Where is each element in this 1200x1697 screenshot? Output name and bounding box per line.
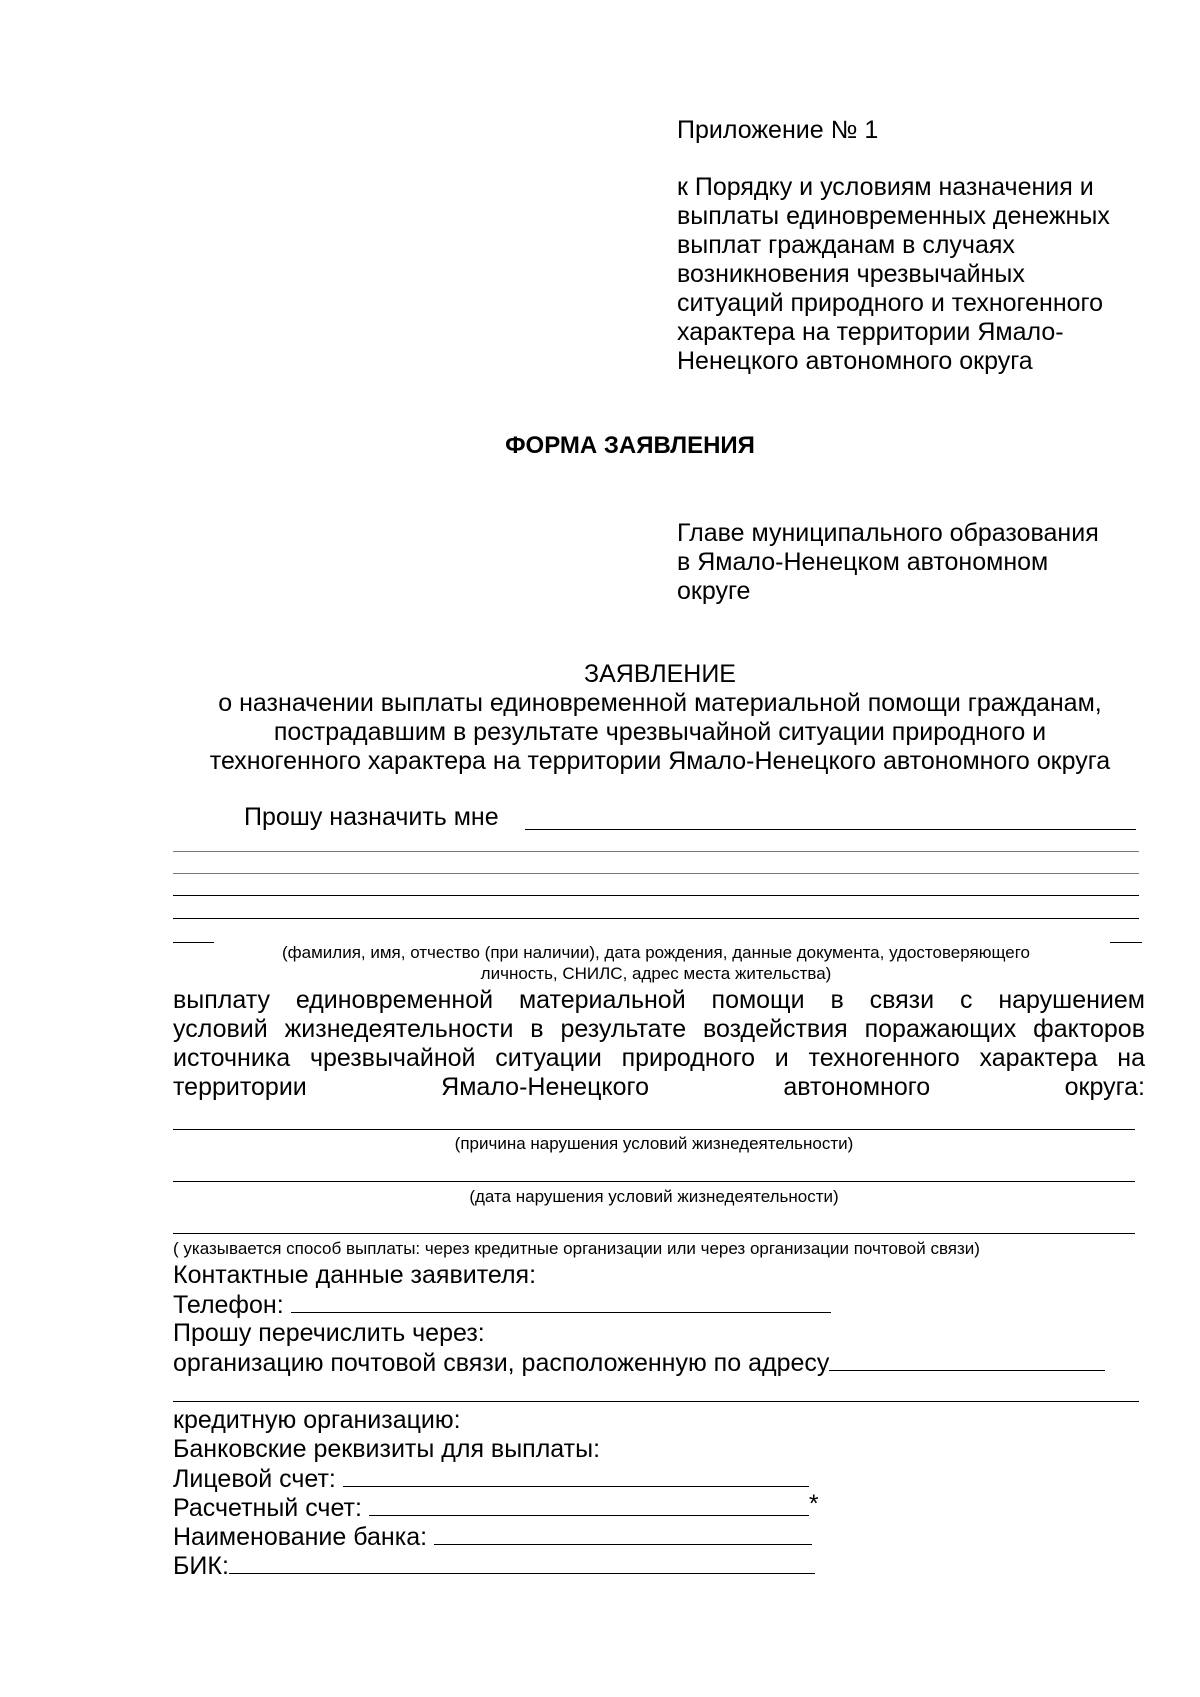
bik-label: БИК:	[173, 1552, 229, 1580]
addressee	[677, 519, 1177, 606]
personal-account-row	[173, 1464, 809, 1494]
personal-account-label: Лицевой счет:	[173, 1465, 336, 1493]
statement-subtitle-line: о назначении выплаты единовременной материальной помощи гражданам,	[218, 689, 1102, 717]
form-title: ФОРМА ЗАЯВЛЕНИЯ	[505, 432, 755, 459]
bik-field[interactable]	[229, 1551, 815, 1574]
body-line: источника чрезвычайной ситуации природного и техногенного характера на	[173, 1044, 1145, 1072]
bik-row	[173, 1551, 815, 1581]
addressee-line: Главе муниципального образования	[677, 519, 1099, 547]
appendix-title: Приложение № 1	[677, 116, 879, 144]
body-paragraph	[173, 986, 1145, 1102]
addressee-line: в Ямало-Ненецком автономном	[677, 548, 1049, 576]
addressee-line: округе	[677, 577, 751, 605]
credit-label: кредитную организацию:	[173, 1406, 461, 1434]
payment-method-field-line[interactable]	[173, 1233, 1135, 1234]
appendix-line: характера на территории Ямало-	[677, 318, 1064, 346]
appendix-line: выплат гражданам в случаях	[677, 231, 1015, 259]
body-line: выплату единовременной материальной помощи в связи с нарушением	[173, 986, 1145, 1014]
settlement-account-row	[173, 1490, 819, 1523]
appendix-line: Ненецкого автономного округа	[677, 347, 1033, 375]
reason-hint: (причина нарушения условий жизнедеятельности)	[454, 1134, 854, 1153]
statement-subtitle	[160, 689, 1160, 776]
bank-details-label: Банковские реквизиты для выплаты:	[173, 1435, 601, 1463]
asterisk-mark: *	[808, 1490, 819, 1518]
postal-row	[173, 1348, 1105, 1378]
appendix-text	[677, 173, 1177, 376]
appendix-line: возникновения чрезвычайных	[677, 260, 1025, 288]
bank-name-row	[173, 1522, 812, 1552]
postal-address-field-line[interactable]	[173, 1401, 1139, 1402]
appendix-line: выплаты единовременных денежных	[677, 202, 1110, 230]
phone-field[interactable]	[291, 1290, 831, 1313]
bank-name-field[interactable]	[434, 1522, 812, 1545]
settlement-account-field[interactable]	[369, 1493, 809, 1516]
postal-address-field[interactable]	[829, 1348, 1105, 1371]
appendix-line: к Порядку и условиям назначения и	[677, 173, 1094, 201]
request-hint-line: личность, СНИЛС, адрес места жительства)	[480, 964, 832, 983]
body-line: условий жизнедеятельности в результате воздействия поражающих факторов	[173, 1015, 1145, 1043]
request-hint-line: (фамилия, имя, отчество (при наличии), дата рождения, данные документа, удостоверяющего	[282, 943, 1030, 962]
contacts-heading: Контактные данные заявителя:	[173, 1261, 537, 1289]
request-label: Прошу назначить мне	[244, 803, 499, 831]
bank-name-label: Наименование банка:	[173, 1523, 428, 1551]
transfer-label: Прошу перечислить через:	[173, 1319, 485, 1347]
request-field-line[interactable]	[525, 829, 1136, 830]
statement-subtitle-line: пострадавшим в результате чрезвычайной ситуации природного и	[273, 718, 1047, 746]
request-field-line[interactable]	[173, 873, 1139, 874]
date-hint: (дата нарушения условий жизнедеятельности)	[469, 1187, 839, 1206]
request-hint	[173, 942, 1139, 984]
appendix-line: ситуаций природного и техногенного	[677, 289, 1104, 317]
phone-row	[173, 1290, 831, 1320]
postal-label: организацию почтовой связи, расположенную по адресу	[173, 1349, 830, 1377]
request-field-line[interactable]	[173, 851, 1139, 852]
request-field-line[interactable]	[173, 918, 1139, 919]
settlement-account-label: Расчетный счет:	[173, 1494, 362, 1522]
statement-heading: ЗАЯВЛЕНИЕ	[583, 660, 736, 688]
body-line: территории Ямало-Ненецкого автономного округа:	[173, 1073, 1145, 1101]
phone-label: Телефон:	[173, 1291, 284, 1319]
payment-method-hint: ( указывается способ выплаты: через кредитные организации или через организации почтовой связи)	[173, 1239, 980, 1258]
reason-field-line[interactable]	[173, 1129, 1135, 1130]
date-field-line[interactable]	[173, 1181, 1135, 1182]
statement-subtitle-line: техногенного характера на территории Ямало-Ненецкого автономного округа	[209, 747, 1111, 775]
request-field-line[interactable]	[173, 895, 1139, 896]
personal-account-field[interactable]	[343, 1464, 809, 1487]
